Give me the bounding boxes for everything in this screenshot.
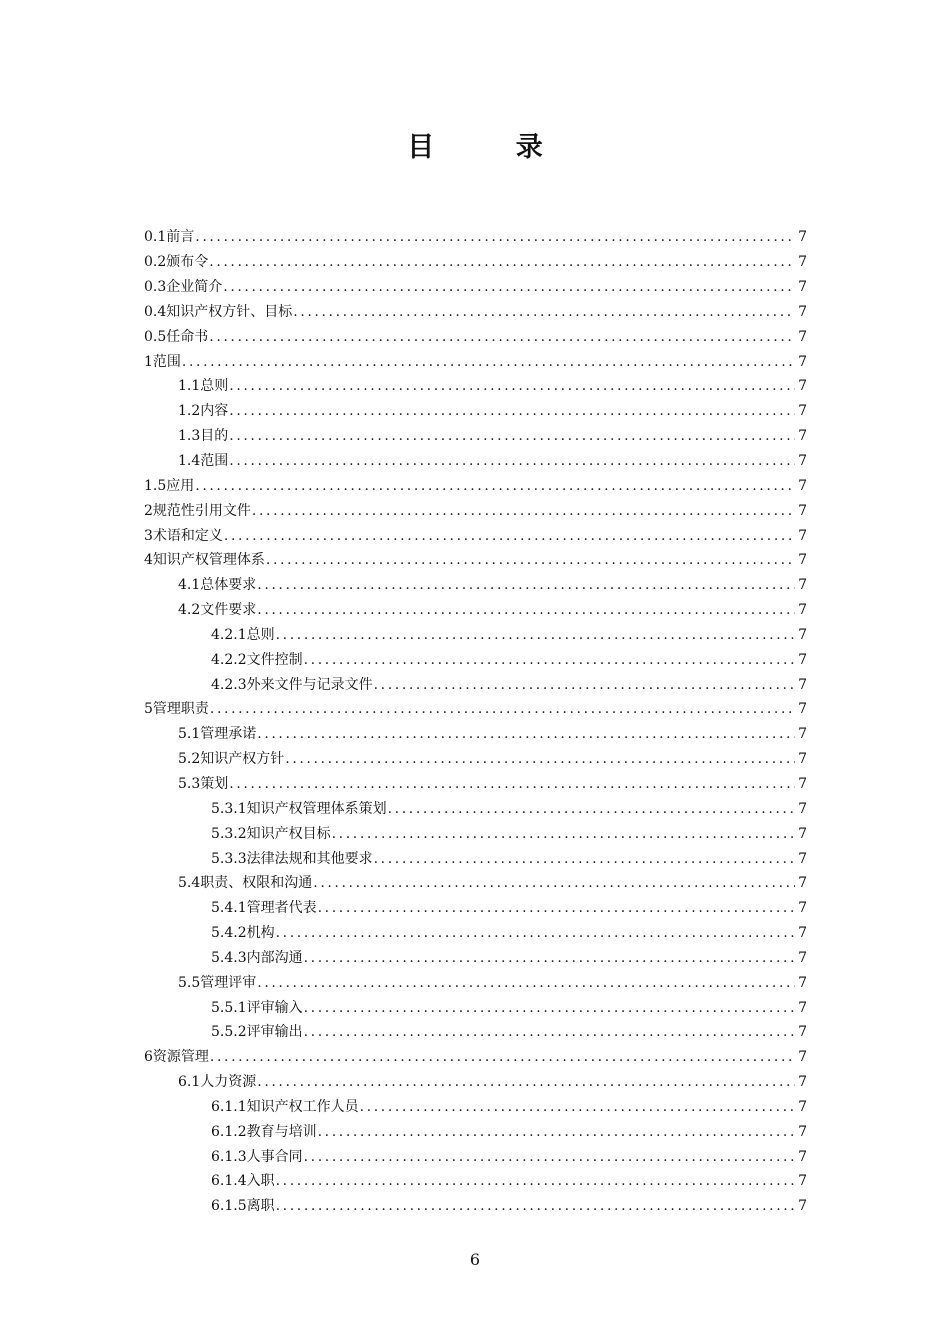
- toc-entry-label: 6.1.3人事合同: [211, 1148, 303, 1165]
- toc-entry[interactable]: [144, 747, 807, 772]
- toc-entry[interactable]: [144, 921, 807, 946]
- toc-entry-page-number: 7: [798, 477, 807, 494]
- toc-dot-leader: [210, 1048, 795, 1066]
- toc-entry-page-number: 7: [798, 1098, 807, 1115]
- toc-entry[interactable]: [144, 672, 807, 697]
- toc-entry-page-number: 7: [798, 328, 807, 345]
- toc-entry[interactable]: [144, 647, 807, 672]
- toc-entry[interactable]: [144, 523, 807, 548]
- toc-entry[interactable]: [144, 1194, 807, 1219]
- toc-dot-leader: [374, 850, 795, 868]
- toc-entry-label: 6.1.5离职: [211, 1198, 275, 1215]
- toc-entry[interactable]: [144, 1144, 807, 1169]
- toc-entry-page-number: 7: [798, 949, 807, 966]
- toc-dot-leader: [304, 1148, 795, 1166]
- toc-entry[interactable]: [144, 1070, 807, 1095]
- toc-dot-leader: [304, 949, 795, 967]
- toc-entry-label: 5.1管理承诺: [178, 726, 257, 743]
- toc-entry-label: 1.1总则: [178, 378, 229, 395]
- toc-entry[interactable]: [144, 970, 807, 995]
- toc-entry-label: 0.4知识产权方针、目标: [144, 303, 293, 320]
- toc-dot-leader: [252, 502, 795, 520]
- page-title: 目 录: [407, 132, 579, 163]
- toc-dot-leader: [276, 1197, 795, 1215]
- toc-dot-leader: [276, 1172, 795, 1190]
- toc-dot-leader: [304, 651, 795, 669]
- toc-entry-page-number: 7: [798, 676, 807, 693]
- toc-dot-leader: [209, 328, 795, 346]
- toc-entry-label: 6.1人力资源: [178, 1074, 257, 1091]
- toc-entry-page-number: 7: [798, 651, 807, 668]
- toc-entry-page-number: 7: [798, 353, 807, 370]
- toc-entry-page-number: 7: [798, 1198, 807, 1215]
- toc-entry-page-number: 7: [798, 974, 807, 991]
- toc-entry[interactable]: [144, 995, 807, 1020]
- toc-entry[interactable]: [144, 896, 807, 921]
- toc-entry-page-number: 7: [798, 626, 807, 643]
- toc-entry-page-number: 7: [798, 1148, 807, 1165]
- toc-entry-page-number: 7: [798, 751, 807, 768]
- toc-entry-page-number: 7: [798, 1173, 807, 1190]
- toc-entry[interactable]: [144, 275, 807, 300]
- toc-entry-label: 1.2内容: [178, 403, 229, 420]
- toc-entry[interactable]: [144, 821, 807, 846]
- toc-entry-page-number: 7: [798, 775, 807, 792]
- toc-entry-label: 3术语和定义: [144, 527, 223, 544]
- toc-dot-leader: [195, 228, 795, 246]
- toc-entry[interactable]: [144, 1169, 807, 1194]
- toc-entry-label: 1.4范围: [178, 453, 229, 470]
- toc-dot-leader: [229, 775, 795, 793]
- toc-entry-label: 5.3.2知识产权目标: [211, 825, 331, 842]
- toc-entry-label: 4.2.1总则: [211, 626, 275, 643]
- toc-dot-leader: [257, 1073, 795, 1091]
- toc-entry-label: 6.1.4入职: [211, 1173, 275, 1190]
- toc-entry[interactable]: [144, 399, 807, 424]
- toc-entry-page-number: 7: [798, 1074, 807, 1091]
- toc-entry-page-number: 7: [798, 900, 807, 917]
- toc-dot-leader: [182, 353, 795, 371]
- toc-entry-page-number: 7: [798, 1123, 807, 1140]
- toc-entry-page-number: 7: [798, 254, 807, 271]
- toc-entry-label: 5.5.1评审输入: [211, 999, 303, 1016]
- toc-dot-leader: [257, 601, 795, 619]
- toc-entry-page-number: 7: [798, 800, 807, 817]
- toc-dot-leader: [266, 551, 795, 569]
- toc-entry-label: 5.3.1知识产权管理体系策划: [211, 800, 387, 817]
- toc-dot-leader: [276, 924, 795, 942]
- toc-entry[interactable]: [144, 846, 807, 871]
- toc-entry[interactable]: [144, 449, 807, 474]
- toc-entry-page-number: 7: [798, 403, 807, 420]
- toc-entry-page-number: 7: [798, 825, 807, 842]
- toc-entry-page-number: 7: [798, 378, 807, 395]
- toc-entry-label: 6.1.1知识产权工作人员: [211, 1098, 359, 1115]
- toc-entry-page-number: 7: [798, 527, 807, 544]
- toc-entry-page-number: 7: [798, 850, 807, 867]
- toc-entry[interactable]: [144, 573, 807, 598]
- toc-dot-leader: [257, 576, 795, 594]
- toc-entry-label: 5.4.2机构: [211, 925, 275, 942]
- toc-entry-label: 5.2知识产权方针: [178, 751, 285, 768]
- toc-dot-leader: [374, 676, 795, 694]
- toc-entry[interactable]: [144, 424, 807, 449]
- toc-entry-label: 5.4.3内部沟通: [211, 949, 303, 966]
- toc-dot-leader: [257, 974, 795, 992]
- toc-dot-leader: [388, 800, 795, 818]
- toc-dot-leader: [318, 899, 795, 917]
- toc-entry-page-number: 7: [798, 701, 807, 718]
- toc-entry-page-number: 7: [798, 875, 807, 892]
- toc-entry-label: 1.5应用: [144, 477, 195, 494]
- toc-entry-label: 5管理职责: [144, 701, 209, 718]
- toc-entry-label: 1范围: [144, 353, 181, 370]
- toc-entry[interactable]: [144, 722, 807, 747]
- toc-dot-leader: [313, 874, 795, 892]
- toc-entry[interactable]: [144, 945, 807, 970]
- toc-dot-leader: [229, 452, 795, 470]
- toc-dot-leader: [229, 377, 795, 395]
- toc-entry[interactable]: [144, 1020, 807, 1045]
- toc-entry-label: 4.1总体要求: [178, 577, 257, 594]
- toc-entry[interactable]: [144, 374, 807, 399]
- toc-dot-leader: [293, 303, 795, 321]
- toc-entry[interactable]: [144, 697, 807, 722]
- toc-dot-leader: [210, 700, 795, 718]
- toc-dot-leader: [223, 278, 795, 296]
- toc-entry[interactable]: [144, 498, 807, 523]
- toc-dot-leader: [209, 253, 795, 271]
- toc-entry-page-number: 7: [798, 1024, 807, 1041]
- toc-dot-leader: [195, 477, 795, 495]
- toc-dot-leader: [318, 1123, 795, 1141]
- toc-entry[interactable]: [144, 623, 807, 648]
- toc-dot-leader: [276, 626, 795, 644]
- toc-dot-leader: [304, 1023, 795, 1041]
- toc-entry-page-number: 7: [798, 999, 807, 1016]
- toc-entry[interactable]: [144, 548, 807, 573]
- toc-entry-page-number: 7: [798, 552, 807, 569]
- toc-entry-page-number: 7: [798, 502, 807, 519]
- toc-entry-page-number: 7: [798, 229, 807, 246]
- toc-entry-label: 4知识产权管理体系: [144, 552, 265, 569]
- toc-dot-leader: [257, 725, 795, 743]
- page-number: 6: [469, 1250, 481, 1269]
- toc-entry-label: 5.4.1管理者代表: [211, 900, 317, 917]
- toc-entry-label: 4.2.2文件控制: [211, 651, 303, 668]
- toc-entry-label: 6.1.2教育与培训: [211, 1123, 317, 1140]
- toc-entry-label: 2规范性引用文件: [144, 502, 251, 519]
- toc-entry-page-number: 7: [798, 1049, 807, 1066]
- toc-entry[interactable]: [144, 473, 807, 498]
- toc-entry[interactable]: [144, 871, 807, 896]
- toc-entry-page-number: 7: [798, 279, 807, 296]
- toc-entry-label: 5.5管理评审: [178, 974, 257, 991]
- toc-entry-page-number: 7: [798, 577, 807, 594]
- toc-entry-label: 5.5.2评审输出: [211, 1024, 303, 1041]
- toc-entry[interactable]: [144, 1045, 807, 1070]
- toc-entry[interactable]: [144, 324, 807, 349]
- toc-dot-leader: [229, 402, 795, 420]
- toc-entry-label: 4.2文件要求: [178, 602, 257, 619]
- toc-entry[interactable]: [144, 1095, 807, 1120]
- toc-entry-label: 5.3策划: [178, 775, 229, 792]
- toc-dot-leader: [285, 750, 795, 768]
- toc-dot-leader: [229, 427, 795, 445]
- toc-entry[interactable]: [144, 250, 807, 275]
- toc-entry[interactable]: [144, 225, 807, 250]
- toc-dot-leader: [224, 527, 795, 545]
- toc-entry-page-number: 7: [798, 453, 807, 470]
- toc-entry-label: 0.2颁布令: [144, 254, 209, 271]
- toc-entry[interactable]: [144, 772, 807, 797]
- toc-entry-page-number: 7: [798, 428, 807, 445]
- toc-entry-page-number: 7: [798, 303, 807, 320]
- toc-entry-page-number: 7: [798, 726, 807, 743]
- toc-entry-label: 5.3.3法律法规和其他要求: [211, 850, 373, 867]
- toc-entry[interactable]: [144, 796, 807, 821]
- toc-dot-leader: [304, 999, 795, 1017]
- toc-entry[interactable]: [144, 349, 807, 374]
- toc-entry-label: 6资源管理: [144, 1049, 209, 1066]
- toc-entry[interactable]: [144, 300, 807, 325]
- toc-entry[interactable]: [144, 598, 807, 623]
- toc-entry-label: 0.3企业简介: [144, 279, 223, 296]
- toc-entry[interactable]: [144, 1119, 807, 1144]
- toc-entry-label: 1.3目的: [178, 428, 229, 445]
- toc-entry-label: 0.1前言: [144, 229, 195, 246]
- toc-dot-leader: [360, 1098, 795, 1116]
- toc-entry-page-number: 7: [798, 925, 807, 942]
- toc-entry-label: 5.4职责、权限和沟通: [178, 875, 313, 892]
- toc-entry-label: 0.5任命书: [144, 328, 209, 345]
- table-of-contents: [144, 225, 807, 1219]
- toc-entry-label: 4.2.3外来文件与记录文件: [211, 676, 373, 693]
- toc-dot-leader: [332, 825, 795, 843]
- toc-entry-page-number: 7: [798, 602, 807, 619]
